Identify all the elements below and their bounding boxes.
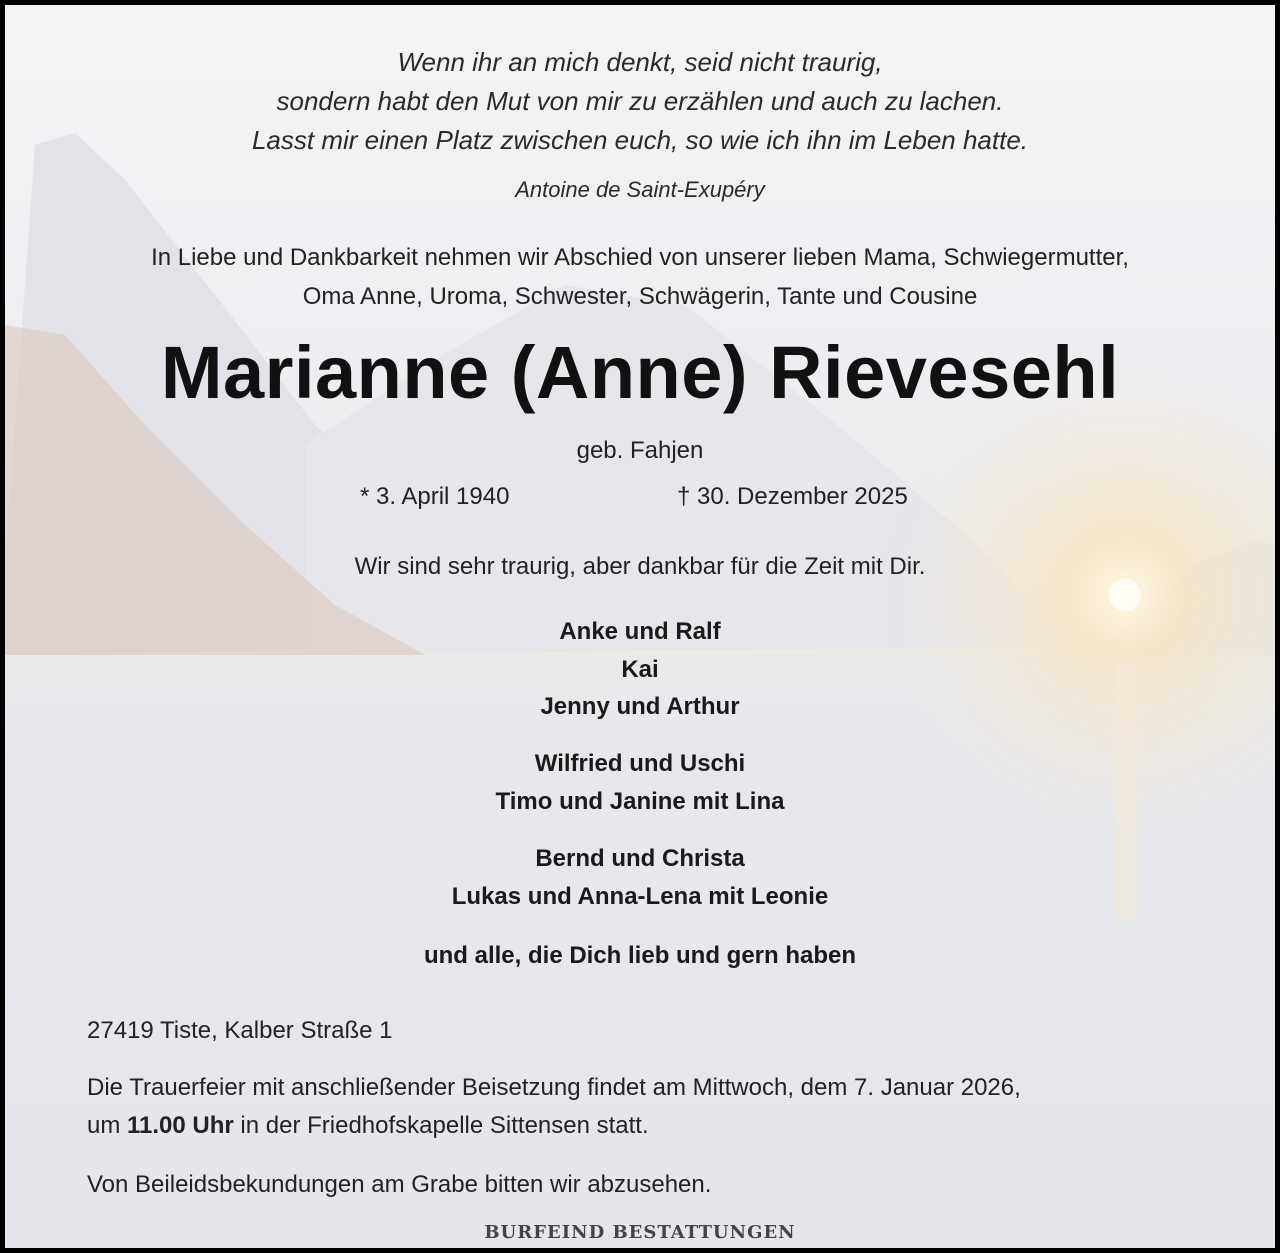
deceased-name: Marianne (Anne) Rievesehl	[160, 331, 1120, 414]
quote	[5, 43, 1275, 160]
family-group-1	[5, 613, 1275, 726]
maiden-name: geb. Fahjen	[576, 437, 704, 464]
birth-date: * 3. April 1940	[360, 483, 510, 510]
intro-line: Oma Anne, Uroma, Schwester, Schwägerin, Tante und Cousine	[302, 283, 978, 310]
family-member: Bernd und Christa	[535, 845, 745, 872]
family-member: Kai	[621, 655, 659, 683]
funeral-home-logo: BURFEIND BESTATTUNGEN	[484, 1222, 796, 1243]
service-suffix: in der Friedhofskapelle Sittensen statt.	[233, 1112, 649, 1139]
service-prefix: um	[87, 1112, 128, 1139]
quote-line: Lasst mir einen Platz zwischen euch, so wie ich ihn im Leben hatte.	[251, 125, 1029, 155]
quote-author: Antoine de Saint-Exupéry	[515, 177, 765, 202]
family-member: Lukas und Anna-Lena mit Leonie	[451, 882, 829, 910]
family-member: Jenny und Arthur	[540, 693, 740, 720]
service-info	[87, 1069, 1207, 1145]
death-date: † 30. Dezember 2025	[677, 483, 908, 510]
family-closing: und alle, die Dich lieb und gern haben	[423, 942, 857, 969]
service-line-2	[87, 1107, 1207, 1145]
family-member: Timo und Janine mit Lina	[495, 787, 785, 815]
family-group-2	[5, 745, 1275, 820]
service-time: 11.00 Uhr	[127, 1112, 234, 1139]
service-line-1: Die Trauerfeier mit anschließender Beisetzung findet am Mittwoch, dem 7. Januar 2026,	[87, 1074, 1021, 1101]
quote-line: sondern habt den Mut von mir zu erzählen und auch zu lachen.	[276, 86, 1004, 116]
intro-line: In Liebe und Dankbarkeit nehmen wir Abschied von unserer lieben Mama, Schwiegermutter,	[151, 244, 1129, 271]
lead-text: Wir sind sehr traurig, aber dankbar für die Zeit mit Dir.	[354, 553, 926, 580]
family-member: Anke und Ralf	[559, 618, 721, 645]
quote-line: Wenn ihr an mich denkt, seid nicht traurig,	[397, 47, 883, 77]
address: 27419 Tiste, Kalber Straße 1	[87, 1017, 393, 1044]
condolence-note: Von Beileidsbekundungen am Grabe bitten wir abzusehen.	[87, 1171, 712, 1198]
family-member: Wilfried und Uschi	[534, 750, 746, 777]
intro-text	[5, 238, 1275, 316]
family-group-3	[5, 840, 1275, 915]
